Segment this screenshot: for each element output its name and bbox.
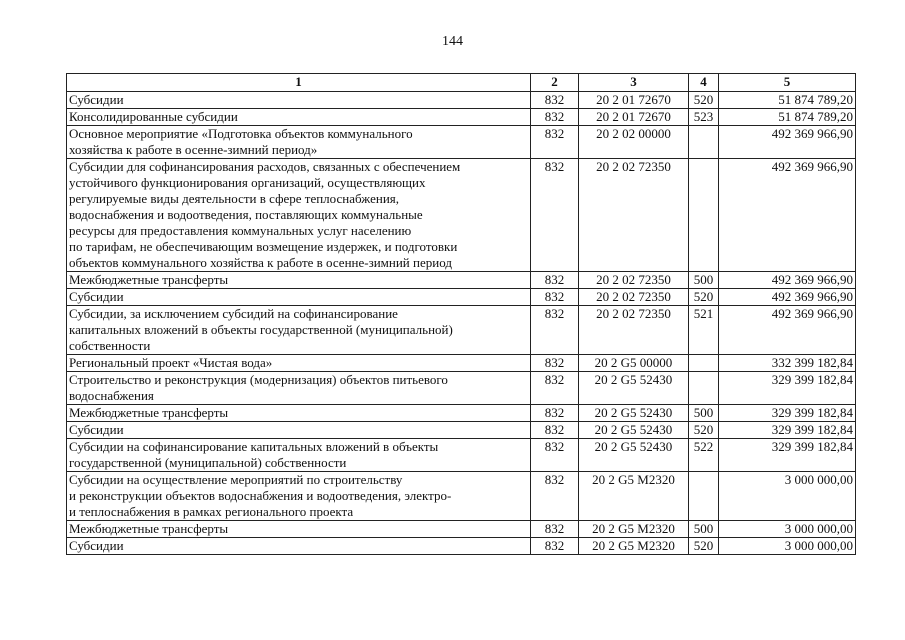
row-csr-cell: 20 2 G5 M2320 [579, 538, 689, 555]
row-name-cell: Субсидии [67, 538, 531, 555]
row-name-cell: Субсидии [67, 422, 531, 439]
row-grbs-cell: 832 [531, 422, 579, 439]
row-vr-cell: 521 [689, 306, 719, 355]
row-vr-cell [689, 355, 719, 372]
row-csr-cell: 20 2 01 72670 [579, 92, 689, 109]
table-row [67, 92, 856, 109]
table-row [67, 521, 856, 538]
row-csr-cell: 20 2 G5 00000 [579, 355, 689, 372]
row-vr-cell: 522 [689, 439, 719, 472]
table-row [67, 538, 856, 555]
row-sum-cell: 51 874 789,20 [719, 109, 856, 126]
table-row [67, 109, 856, 126]
row-csr-cell: 20 2 02 72350 [579, 272, 689, 289]
table-row [67, 439, 856, 472]
row-csr-cell: 20 2 G5 52430 [579, 372, 689, 405]
page-number: 144 [442, 34, 463, 49]
row-name-cell: Субсидии [67, 289, 531, 306]
row-name-cell: Субсидии [67, 92, 531, 109]
column-header-2: 2 [531, 74, 579, 92]
row-csr-cell: 20 2 G5 52430 [579, 439, 689, 472]
table-row [67, 422, 856, 439]
row-sum-cell: 51 874 789,20 [719, 92, 856, 109]
table-row [67, 355, 856, 372]
row-csr-cell: 20 2 02 72350 [579, 306, 689, 355]
table-row [67, 272, 856, 289]
row-sum-cell: 492 369 966,90 [719, 289, 856, 306]
row-grbs-cell: 832 [531, 521, 579, 538]
row-grbs-cell: 832 [531, 538, 579, 555]
row-name-cell: Субсидии на софинансирование капитальных вложений в объекты государственной (муниципальной) собственности [67, 439, 531, 472]
table-row [67, 372, 856, 405]
row-sum-cell: 3 000 000,00 [719, 521, 856, 538]
row-grbs-cell: 832 [531, 439, 579, 472]
row-grbs-cell: 832 [531, 109, 579, 126]
row-vr-cell [689, 159, 719, 272]
row-name-cell: Региональный проект «Чистая вода» [67, 355, 531, 372]
row-csr-cell: 20 2 01 72670 [579, 109, 689, 126]
table-row [67, 472, 856, 521]
row-grbs-cell: 832 [531, 126, 579, 159]
row-sum-cell: 329 399 182,84 [719, 422, 856, 439]
row-name-cell: Субсидии на осуществление мероприятий по строительству и реконструкции объектов водоснабжения и водоотведения, электро- и теплоснабжения в рамках регионального проекта [67, 472, 531, 521]
row-grbs-cell: 832 [531, 92, 579, 109]
row-sum-cell: 329 399 182,84 [719, 372, 856, 405]
row-vr-cell: 500 [689, 405, 719, 422]
row-name-cell: Консолидированные субсидии [67, 109, 531, 126]
row-csr-cell: 20 2 G5 52430 [579, 405, 689, 422]
row-sum-cell: 3 000 000,00 [719, 472, 856, 521]
column-header-4: 4 [689, 74, 719, 92]
row-name-cell: Субсидии, за исключением субсидий на софинансирование капитальных вложений в объекты государственной (муниципальной) собственности [67, 306, 531, 355]
column-header-1: 1 [67, 74, 531, 92]
row-vr-cell: 500 [689, 272, 719, 289]
row-vr-cell: 520 [689, 538, 719, 555]
row-grbs-cell: 832 [531, 306, 579, 355]
row-vr-cell [689, 126, 719, 159]
row-name-cell: Межбюджетные трансферты [67, 272, 531, 289]
row-grbs-cell: 832 [531, 372, 579, 405]
row-vr-cell: 523 [689, 109, 719, 126]
row-sum-cell: 492 369 966,90 [719, 306, 856, 355]
row-grbs-cell: 832 [531, 405, 579, 422]
table-row [67, 306, 856, 355]
table-row [67, 126, 856, 159]
row-csr-cell: 20 2 G5 52430 [579, 422, 689, 439]
row-sum-cell: 492 369 966,90 [719, 126, 856, 159]
row-sum-cell: 492 369 966,90 [719, 272, 856, 289]
table-row [67, 289, 856, 306]
row-csr-cell: 20 2 02 72350 [579, 289, 689, 306]
row-csr-cell: 20 2 02 00000 [579, 126, 689, 159]
row-csr-cell: 20 2 G5 M2320 [579, 472, 689, 521]
row-name-cell: Основное мероприятие «Подготовка объектов коммунального хозяйства к работе в осенне-зимний период» [67, 126, 531, 159]
row-csr-cell: 20 2 G5 M2320 [579, 521, 689, 538]
row-sum-cell: 329 399 182,84 [719, 405, 856, 422]
table-row [67, 405, 856, 422]
row-name-cell: Межбюджетные трансферты [67, 521, 531, 538]
row-grbs-cell: 832 [531, 472, 579, 521]
row-vr-cell [689, 472, 719, 521]
row-vr-cell: 520 [689, 289, 719, 306]
row-vr-cell: 520 [689, 422, 719, 439]
row-sum-cell: 332 399 182,84 [719, 355, 856, 372]
budget-table [66, 73, 856, 555]
row-grbs-cell: 832 [531, 289, 579, 306]
row-sum-cell: 329 399 182,84 [719, 439, 856, 472]
row-name-cell: Межбюджетные трансферты [67, 405, 531, 422]
row-name-cell: Субсидии для софинансирования расходов, связанных с обеспечением устойчивого функционирования организаций, осуществляющих регулируемые виды деятельности в сфере теплоснабжения, водоснабжения и водоотведения, поставляющих коммунальные ресурсы для предоставления коммунальных услуг населению по тарифам, не обеспечивающим возмещение издержек, и подготовки объектов коммунального хозяйства к работе в осенне-зимний период [67, 159, 531, 272]
column-header-3: 3 [579, 74, 689, 92]
row-vr-cell: 520 [689, 92, 719, 109]
row-sum-cell: 3 000 000,00 [719, 538, 856, 555]
row-vr-cell [689, 372, 719, 405]
row-csr-cell: 20 2 02 72350 [579, 159, 689, 272]
row-name-cell: Строительство и реконструкция (модернизация) объектов питьевого водоснабжения [67, 372, 531, 405]
header-row [67, 74, 856, 92]
row-vr-cell: 500 [689, 521, 719, 538]
table-row [67, 159, 856, 272]
column-header-5: 5 [719, 74, 856, 92]
row-grbs-cell: 832 [531, 272, 579, 289]
row-sum-cell: 492 369 966,90 [719, 159, 856, 272]
row-grbs-cell: 832 [531, 355, 579, 372]
row-grbs-cell: 832 [531, 159, 579, 272]
